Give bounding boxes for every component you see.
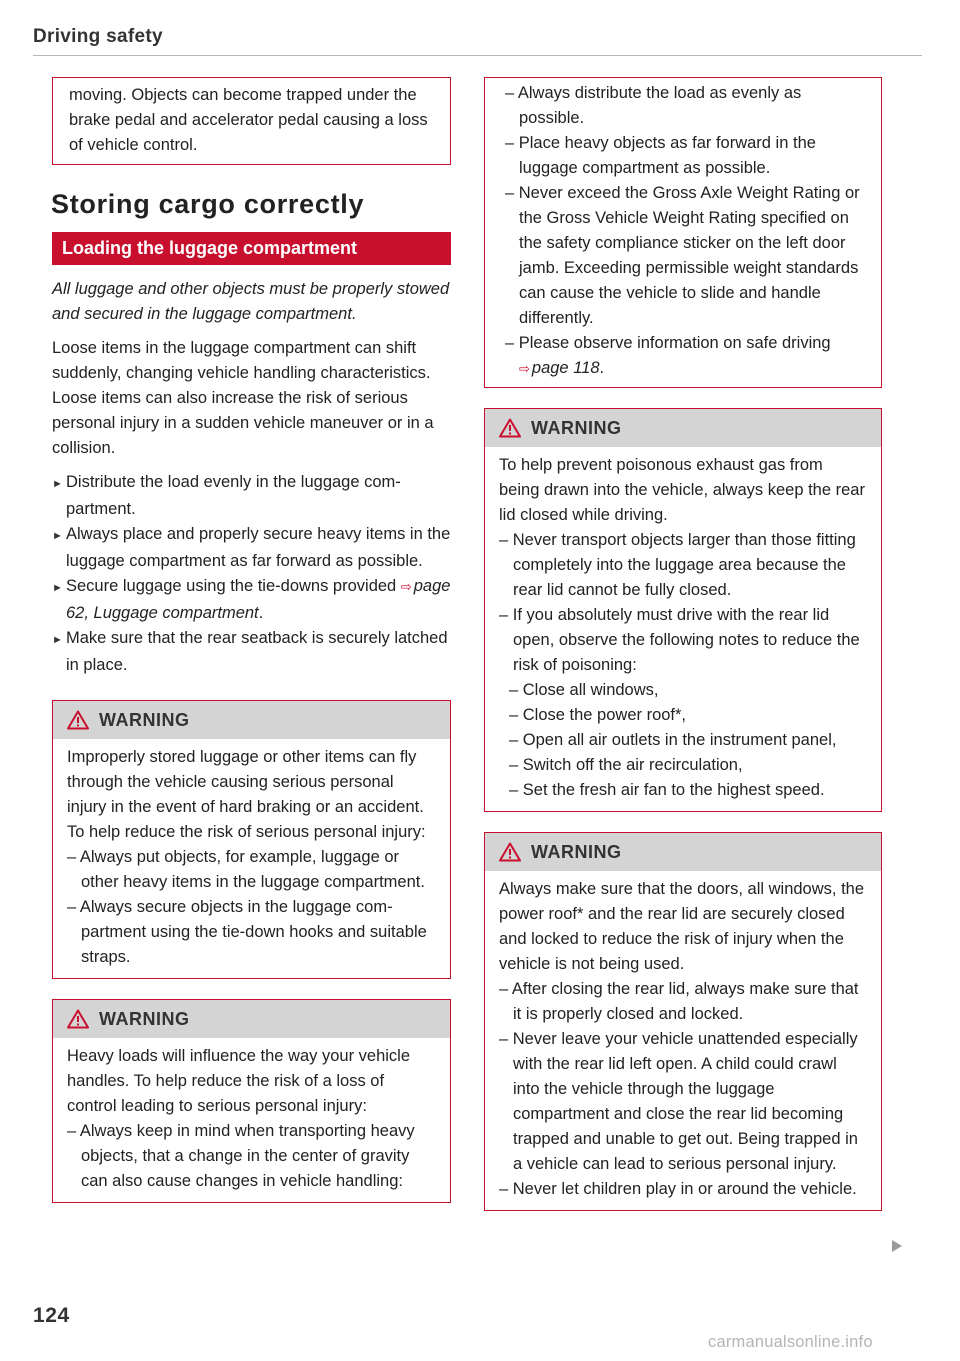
- warning-triangle-icon: [67, 710, 89, 730]
- warning-item: – Never leave your vehicle unattended especially with the rear lid left open. A child could crawl into the vehicle through the luggage compartment and close the rear lid becoming trapped and unable to get out. Being trapped in a vehicle can lead to serious personal injury.: [499, 1027, 867, 1177]
- warning-intro: To help prevent poisonous exhaust gas from being drawn into the vehicle, always keep the rear lid closed while driving.: [499, 456, 865, 524]
- subsection-title: Loading the luggage compartment: [52, 232, 451, 265]
- warning-item: – Always distribute the load as evenly as possible.: [505, 81, 865, 131]
- warning-item: – If you absolutely must drive with the rear lid open, observe the following notes to reduce the risk of poisoning:: [499, 603, 867, 678]
- step-arrow-icon: ►: [52, 478, 63, 490]
- warning-box: [484, 408, 882, 812]
- warning-header: [485, 409, 881, 447]
- continued-warning-box: [484, 77, 882, 388]
- warning-triangle-icon: [67, 1009, 89, 1029]
- warning-box: [484, 832, 882, 1211]
- continued-warning-box: [52, 77, 451, 165]
- warning-triangle-icon: [499, 842, 521, 862]
- page-reference-link[interactable]: ⇨ page 118: [519, 359, 600, 377]
- instruction-step: ► Always place and properly secure heavy items in the luggage compartment as far forward as possible.: [52, 525, 451, 570]
- header-divider: [33, 55, 922, 56]
- warning-title: WARNING: [99, 1008, 190, 1029]
- right-column: [484, 77, 882, 1231]
- warning-list: [499, 528, 867, 678]
- left-column: [52, 77, 451, 1223]
- warning-item: – Always secure objects in the luggage compartment using the tie-down hooks and suitable straps.: [67, 895, 436, 970]
- step-arrow-icon: ►: [52, 634, 63, 646]
- instruction-steps: [52, 470, 451, 678]
- reference-arrow-icon: ⇨: [400, 579, 412, 594]
- warning-header: [53, 1000, 450, 1038]
- section-title: Storing cargo correctly: [51, 189, 365, 219]
- warning-list: [67, 845, 436, 970]
- lead-text: All luggage and other objects must be properly stowed and secured in the luggage compartment.: [52, 280, 450, 323]
- warning-title: WARNING: [531, 417, 622, 438]
- page-reference-link[interactable]: ⇨ page 62, Luggage compartment: [66, 577, 451, 622]
- warning-item: – Please observe information on safe driving ⇨ page 118.: [505, 331, 865, 381]
- warning-sublist: [509, 678, 867, 803]
- warning-box: [52, 700, 451, 979]
- warning-item: – Always put objects, for example, luggage or other heavy items in the luggage compartment.: [67, 845, 436, 895]
- warning-title: WARNING: [531, 841, 622, 862]
- page-number: 124: [33, 1304, 70, 1327]
- instruction-step: ► Make sure that the rear seatback is securely latched in place.: [52, 629, 448, 674]
- warning-intro: Always make sure that the doors, all windows, the power roof* and the rear lid are securely closed and locked to reduce the risk of injury when the vehicle is not being used.: [499, 880, 865, 973]
- reference-arrow-icon: ⇨: [519, 361, 530, 376]
- warning-intro: Improperly stored luggage or other items can fly through the vehicle causing serious personal injury in the event of hard braking or an accident. To help reduce the risk of serious personal injury:: [67, 748, 426, 841]
- warning-header: [485, 833, 881, 871]
- warning-subitem: – Close all windows,: [509, 678, 867, 703]
- warning-item: – Place heavy objects as far forward in the luggage compartment as possible.: [505, 131, 865, 181]
- warning-item: – Never exceed the Gross Axle Weight Rating or the Gross Vehicle Weight Rating specified on the safety compliance sticker on the left door jamb. Exceeding permissible weight standards can cause the vehicle to slide and handle differently.: [505, 181, 865, 331]
- running-header: Driving safety: [33, 26, 163, 47]
- warning-intro: Heavy loads will influence the way your vehicle handles. To help reduce the risk of a loss of control leading to serious personal injury:: [67, 1047, 411, 1115]
- watermark: carmanualsonline.info: [708, 1333, 873, 1351]
- continued-warning-text: moving. Objects can become trapped under the brake pedal and accelerator pedal causing a loss of vehicle control.: [69, 86, 428, 154]
- warning-item: – After closing the rear lid, always make sure that it is properly closed and locked.: [499, 977, 867, 1027]
- warning-subitem: – Switch off the air recirculation,: [509, 753, 867, 778]
- warning-triangle-icon: [499, 418, 521, 438]
- instruction-step: ► Secure luggage using the tie-downs provided ⇨ page 62, Luggage compartment.: [52, 577, 451, 622]
- warning-subitem: – Open all air outlets in the instrument panel,: [509, 728, 867, 753]
- warning-box: [52, 999, 451, 1203]
- instruction-step: ► Distribute the load evenly in the luggage compartment.: [52, 473, 401, 518]
- warning-item: – Always keep in mind when transporting heavy objects, that a change in the center of gravity can also cause changes in vehicle handling:: [67, 1119, 436, 1194]
- warning-title: WARNING: [99, 709, 190, 730]
- warning-list: [499, 977, 867, 1202]
- step-arrow-icon: ►: [52, 530, 63, 542]
- warning-subitem: – Set the fresh air fan to the highest speed.: [509, 778, 867, 803]
- continue-arrow-icon: [891, 1239, 903, 1253]
- continued-warning-list: [505, 81, 865, 381]
- step-arrow-icon: ►: [52, 582, 63, 594]
- warning-list: [67, 1119, 436, 1194]
- warning-subitem: – Close the power roof*,: [509, 703, 867, 728]
- warning-item: – Never let children play in or around the vehicle.: [499, 1177, 867, 1202]
- warning-item: – Never transport objects larger than those fitting completely into the luggage area because the rear lid cannot be fully closed.: [499, 528, 867, 603]
- warning-header: [53, 701, 450, 739]
- body-text: Loose items in the luggage compartment can shift suddenly, changing vehicle handling characteristics. Loose items can also increase the risk of serious personal injury in a sudden vehicle maneuver or in a collision.: [52, 339, 434, 457]
